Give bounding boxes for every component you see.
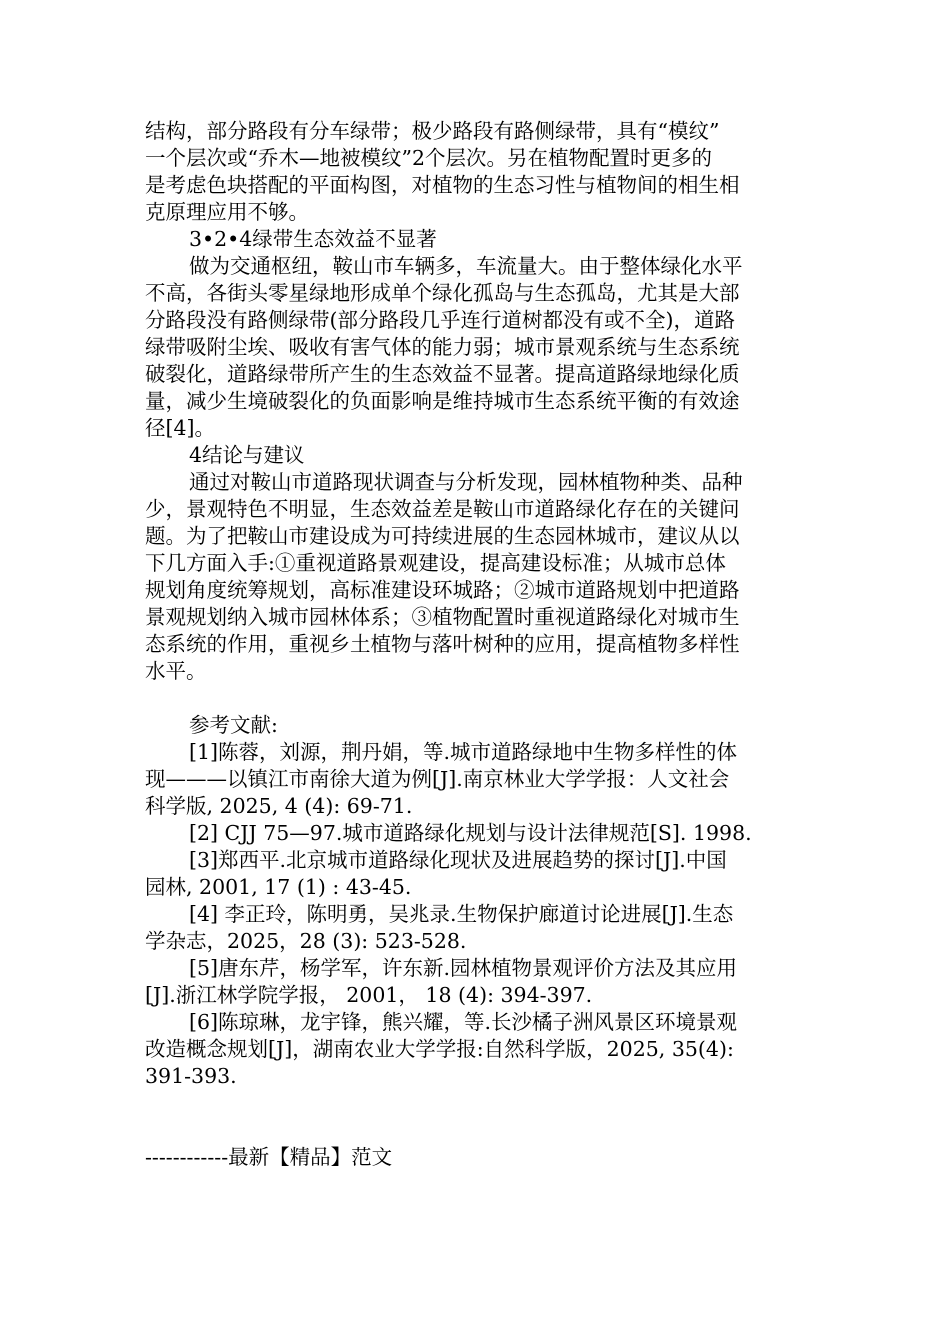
text-line: 一个层次或“乔木—地被模纹”2个层次。另在植物配置时更多的	[145, 146, 713, 170]
text-line: 景观规划纳入城市园林体系；③植物配置时重视道路绿化对城市生	[145, 605, 740, 629]
reference-item	[145, 820, 805, 847]
reference-line: 现———以镇江市南徐大道为例[J].南京林业大学学报：人文社会	[145, 767, 730, 791]
footer-text: ------------最新【精品】范文	[145, 1145, 393, 1169]
reference-line: 391-393.	[145, 1064, 237, 1088]
reference-line: [6]陈琼琳，龙宇锋，熊兴耀，等.长沙橘子洲风景区环境景观	[189, 1010, 738, 1034]
reference-line: 园林, 2001, 17 (1) : 43-45.	[145, 875, 412, 899]
references-heading: 参考文献:	[189, 713, 278, 737]
paragraph-3-2-3-tail	[145, 118, 805, 226]
text-line: 分路段没有路侧绿带(部分路段几乎连行道树都没有或不全)，道路	[145, 308, 735, 332]
paragraph-3-2-4	[145, 253, 805, 442]
reference-line: 科学版, 2025, 4 (4): 69-71.	[145, 794, 413, 818]
text-line: 通过对鞍山市道路现状调查与分析发现，园林植物种类、品种	[189, 470, 743, 494]
references-section	[145, 712, 805, 1090]
spacer	[145, 685, 805, 712]
text-line: 绿带吸附尘埃、吸收有害气体的能力弱；城市景观系统与生态系统	[145, 335, 740, 359]
text-line: 下几方面入手:①重视道路景观建设，提高建设标准；从城市总体	[145, 551, 726, 575]
text-line: 做为交通枢纽，鞍山市车辆多，车流量大。由于整体绿化水平	[189, 254, 743, 278]
reference-line: [2] CJJ 75—97.城市道路绿化规划与设计法律规范[S]. 1998.	[189, 821, 752, 845]
section-heading-3-2-4: 3•2•4绿带生态效益不显著	[189, 227, 437, 251]
section-heading-4: 4结论与建议	[189, 443, 305, 467]
text-line: 水平。	[145, 659, 207, 683]
spacer	[145, 1090, 805, 1144]
reference-line: [5]唐东芹，杨学军，许东新.园林植物景观评价方法及其应用	[189, 956, 738, 980]
reference-item	[145, 955, 805, 1009]
reference-line: [3]郑西平.北京城市道路绿化现状及进展趋势的探讨[J].中国	[189, 848, 727, 872]
document-body	[145, 118, 805, 1171]
text-line: 态系统的作用，重视乡土植物与落叶树种的应用，提高植物多样性	[145, 632, 740, 656]
reference-item	[145, 1009, 805, 1090]
text-line: 量，减少生境破裂化的负面影响是维持城市生态系统平衡的有效途	[145, 389, 740, 413]
text-line: 少，景观特色不明显，生态效益差是鞍山市道路绿化存在的关键问	[145, 497, 740, 521]
reference-item	[145, 739, 805, 820]
reference-item	[145, 901, 805, 955]
text-line: 破裂化，道路绿带所产生的生态效益不显著。提高道路绿地绿化质	[145, 362, 740, 386]
reference-item	[145, 847, 805, 901]
text-line: 克原理应用不够。	[145, 200, 309, 224]
text-line: 规划角度统筹规划，高标准建设环城路；②城市道路规划中把道路	[145, 578, 740, 602]
reference-line: [J].浙江林学院学报， 2001， 18 (4): 394-397.	[145, 983, 593, 1007]
reference-line: 改造概念规划[J]，湖南农业大学学报:自然科学版，2025, 35(4):	[145, 1037, 734, 1061]
reference-line: [4] 李正玲，陈明勇，吴兆录.生物保护廊道讨论进展[J].生态	[189, 902, 734, 926]
reference-line: [1]陈蓉，刘源，荆丹娟，等.城市道路绿地中生物多样性的体	[189, 740, 738, 764]
paragraph-4	[145, 469, 805, 685]
reference-line: 学杂志，2025，28 (3): 523-528.	[145, 929, 467, 953]
text-line: 不高，各街头零星绿地形成单个绿化孤岛与生态孤岛，尤其是大部	[145, 281, 740, 305]
text-line: 题。为了把鞍山市建设成为可持续进展的生态园林城市，建议从以	[145, 524, 740, 548]
text-line: 径[4]。	[145, 416, 216, 440]
text-line: 结构，部分路段有分车绿带；极少路段有路侧绿带，具有“模纹”	[145, 119, 720, 143]
text-line: 是考虑色块搭配的平面构图，对植物的生态习性与植物间的相生相	[145, 173, 740, 197]
